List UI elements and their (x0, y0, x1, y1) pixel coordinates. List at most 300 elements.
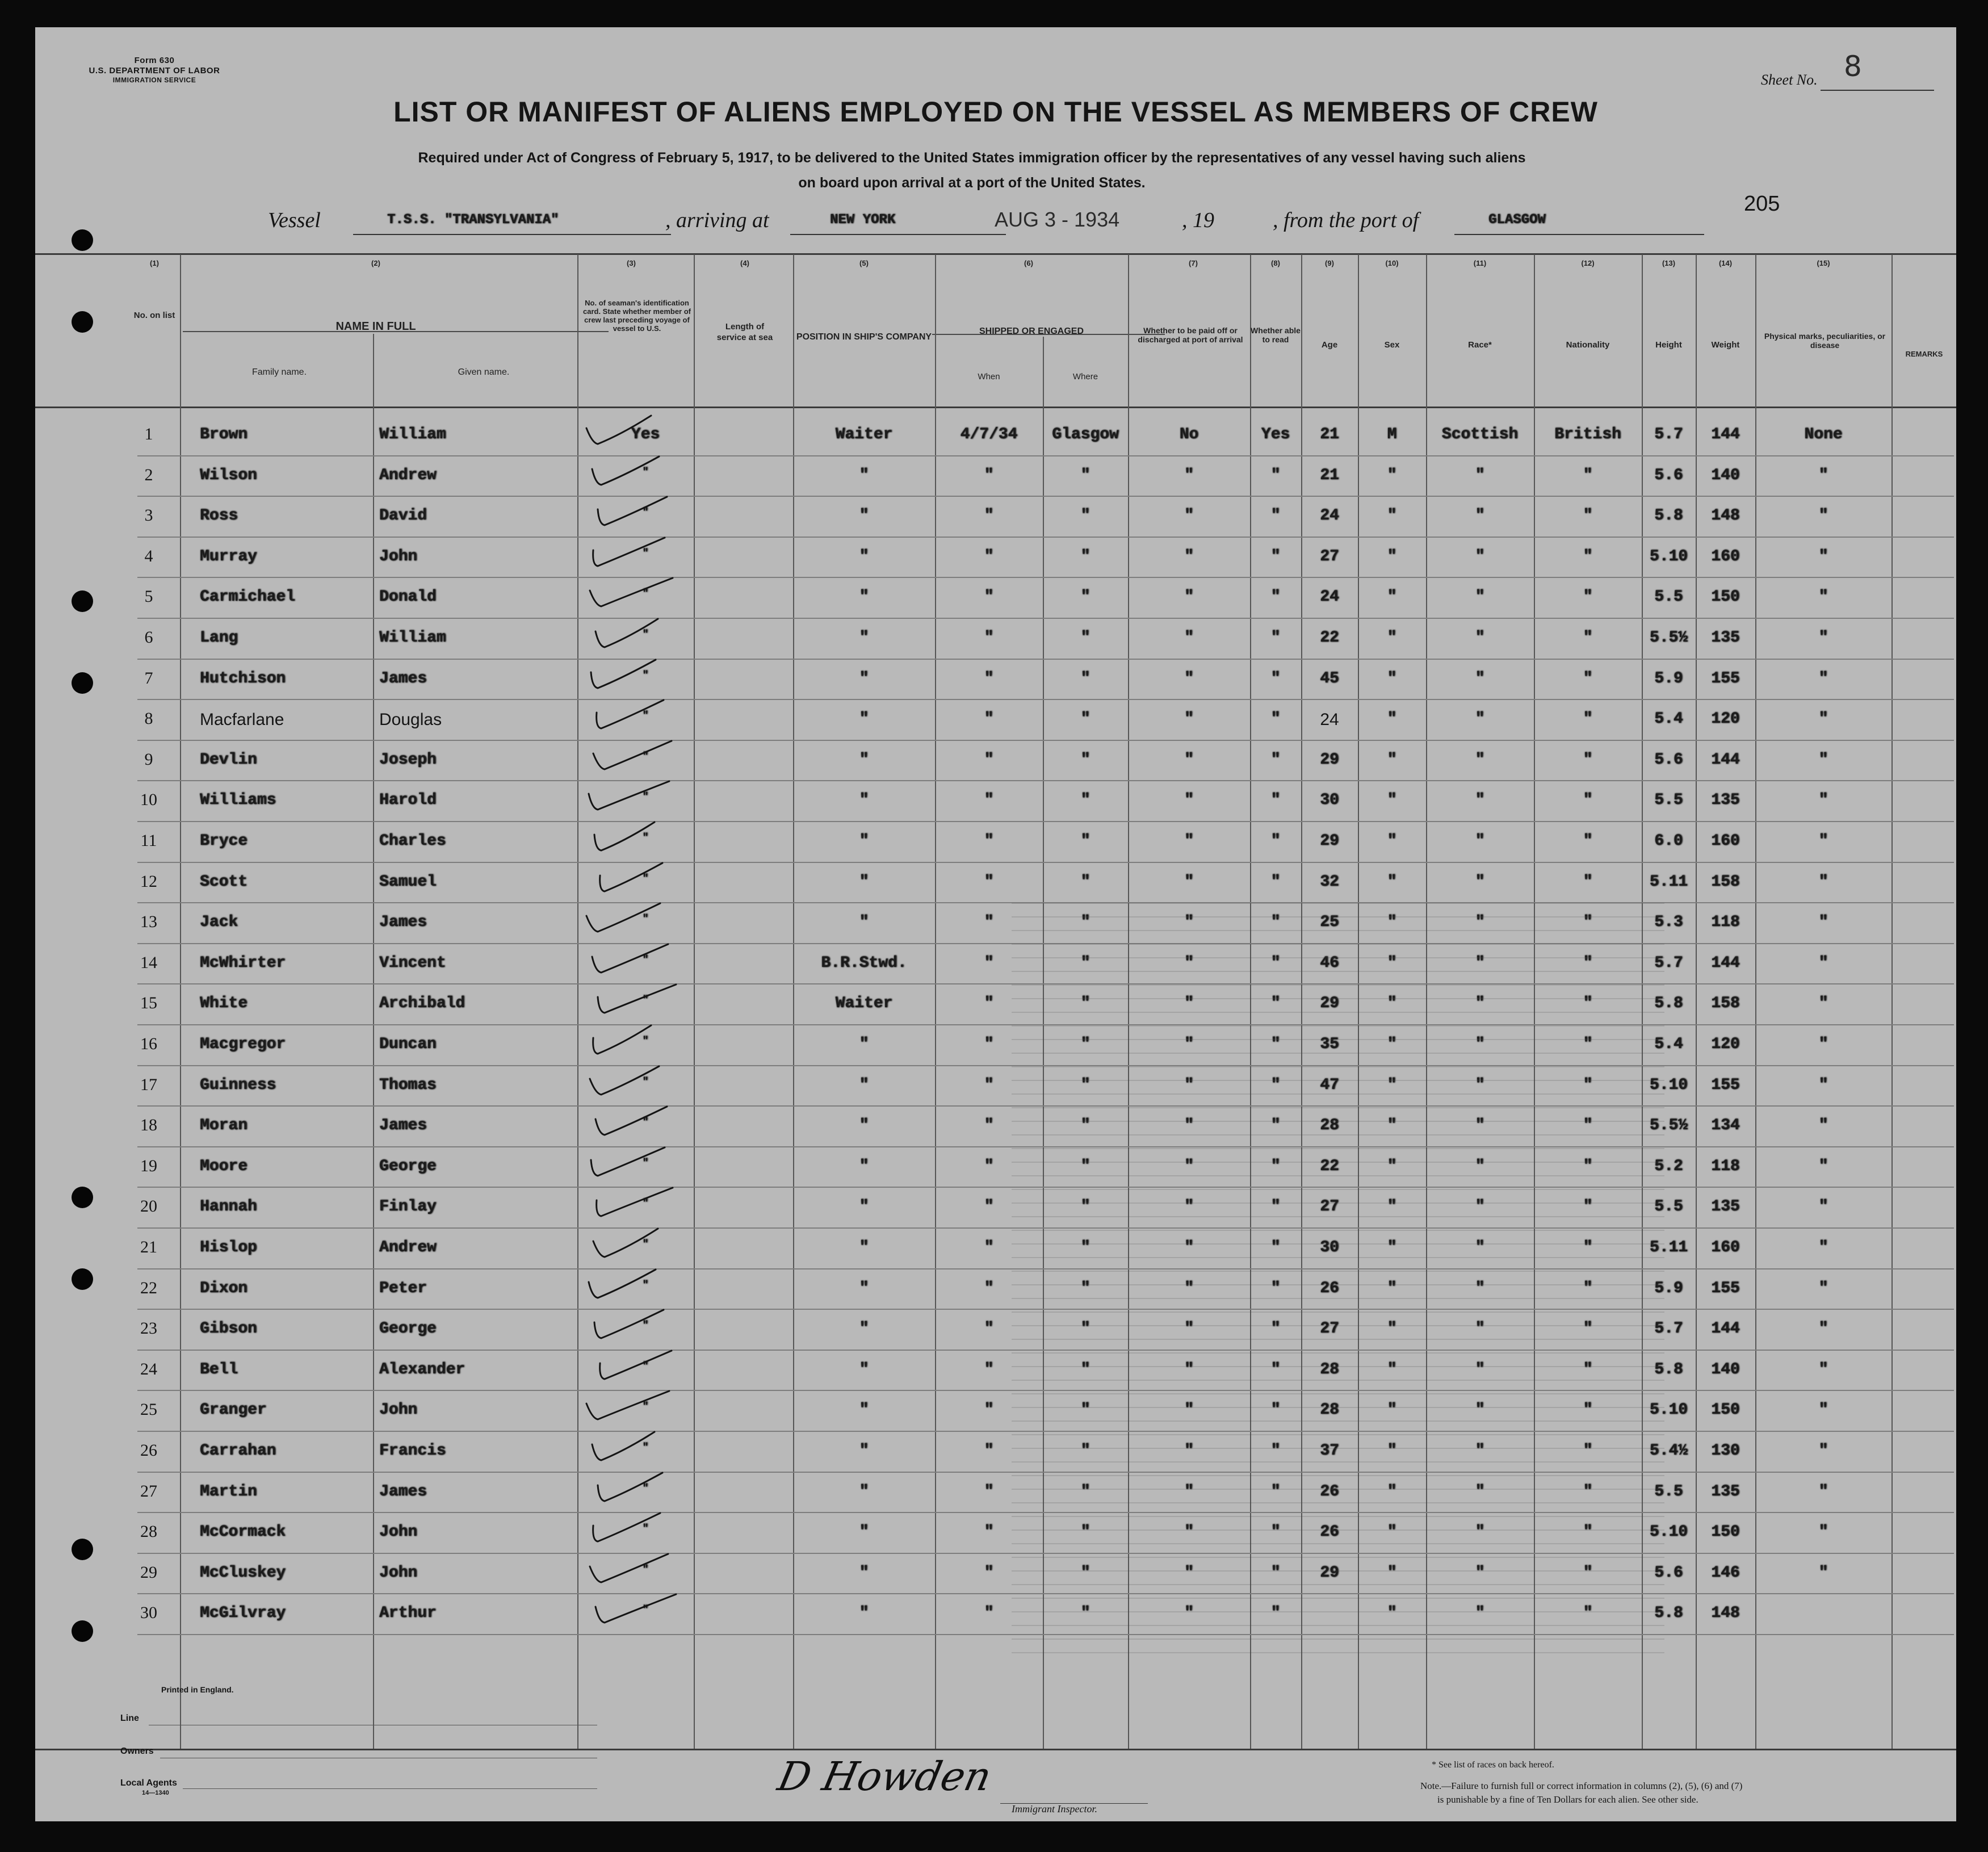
family-name: Moran (200, 1117, 248, 1135)
immigrant-inspector-label: Immigrant Inspector. (1012, 1803, 1097, 1815)
age: 29 (1320, 995, 1339, 1013)
physical-marks: " (1818, 1360, 1828, 1378)
check-mark-icon (586, 695, 689, 735)
race: " (1475, 791, 1485, 810)
row-number: 15 (140, 994, 157, 1013)
height: 5.8 (1654, 1360, 1683, 1378)
height: 5.3 (1654, 914, 1683, 932)
position: " (859, 507, 869, 525)
given-name: Donald (379, 588, 437, 606)
punch-hole (72, 311, 93, 333)
able-to-read: " (1270, 995, 1281, 1013)
race: Scottish (1441, 426, 1519, 443)
check-mark-icon (586, 1427, 689, 1467)
able-to-read: " (1270, 1482, 1281, 1501)
col-line (793, 254, 794, 1749)
able-to-read: " (1270, 466, 1281, 484)
race: " (1475, 1401, 1485, 1419)
family-name: Dixon (200, 1279, 248, 1297)
position: " (859, 1401, 869, 1419)
from-port: GLASGOW (1488, 212, 1546, 228)
position: " (859, 629, 869, 647)
row-divider (137, 862, 1954, 863)
engaged-when: " (984, 1604, 994, 1623)
row-number: 21 (140, 1238, 157, 1256)
race: " (1475, 466, 1485, 484)
nationality: " (1583, 1604, 1593, 1623)
date-stamp: AUG 3 - 1934 (995, 208, 1120, 231)
row-number: 14 (140, 953, 157, 972)
engaged-when: " (984, 507, 994, 525)
nationality: " (1583, 1482, 1593, 1501)
able-to-read: " (1270, 588, 1281, 606)
table-top-border (35, 253, 1956, 255)
paid-off: " (1184, 629, 1194, 647)
vessel-underline (353, 234, 671, 235)
arriving-underline (790, 234, 1006, 235)
able-to-read: " (1270, 669, 1281, 688)
paid-off: " (1184, 1564, 1194, 1582)
row-number: 24 (140, 1359, 157, 1378)
height: 5.8 (1654, 507, 1683, 525)
given-name-subhead: Given name. (458, 367, 510, 377)
weight: 144 (1711, 426, 1740, 443)
card-status: " (642, 1401, 649, 1413)
given-name: John (379, 1401, 418, 1419)
family-name: Wilson (200, 466, 257, 484)
check-mark-icon (590, 492, 692, 532)
weight: 120 (1711, 710, 1740, 728)
card-status: " (642, 466, 649, 478)
sex: " (1387, 1442, 1397, 1460)
col-num: (1) (150, 259, 159, 267)
age: 30 (1320, 791, 1339, 810)
position: " (859, 1564, 869, 1582)
family-name: Guinness (200, 1076, 276, 1094)
check-mark-icon (590, 614, 692, 654)
age: 29 (1320, 751, 1339, 769)
sex: " (1387, 954, 1397, 972)
given-name: James (379, 669, 427, 688)
col-num: (15) (1817, 259, 1830, 267)
row-number: 29 (140, 1562, 157, 1582)
engaged-where: " (1080, 466, 1091, 484)
position: " (859, 873, 869, 891)
engaged-when: " (984, 1279, 994, 1297)
sex: " (1387, 547, 1397, 565)
paid-off: " (1184, 1239, 1194, 1256)
height: 5.6 (1654, 466, 1683, 484)
paid-off: " (1184, 466, 1194, 484)
page-stamp: 205 (1744, 192, 1780, 216)
check-mark-icon (583, 655, 685, 695)
family-name: Carrahan (200, 1442, 276, 1460)
position: " (859, 1482, 869, 1501)
row-number: 16 (140, 1034, 157, 1053)
age: 21 (1320, 466, 1339, 484)
col-num: (8) (1271, 259, 1280, 267)
physical-marks: " (1818, 1239, 1828, 1256)
age: 27 (1320, 1320, 1339, 1338)
family-name: Devlin (200, 751, 257, 769)
paid-off: No (1179, 426, 1199, 443)
age: 35 (1320, 1036, 1339, 1053)
able-to-read: " (1270, 1198, 1281, 1216)
physical-marks: " (1818, 669, 1828, 688)
nationality: " (1583, 1279, 1593, 1297)
check-mark-icon (586, 818, 689, 857)
sheet-number: 8 (1844, 50, 1862, 83)
card-status: " (642, 1036, 649, 1047)
paid-off: " (1184, 1523, 1194, 1541)
given-name: David (379, 507, 427, 525)
engaged-when: " (984, 466, 994, 484)
able-to-read: " (1270, 1320, 1281, 1338)
check-mark-icon (583, 777, 685, 816)
able-to-read: " (1270, 1117, 1281, 1135)
line-label: Line (120, 1713, 139, 1723)
engaged-when: " (984, 629, 994, 647)
height: 5.5½ (1649, 629, 1688, 647)
position: " (859, 791, 869, 810)
col-num: (4) (740, 259, 749, 267)
col-header: No. on list (133, 311, 175, 320)
physical-marks: " (1818, 588, 1828, 606)
paid-off: " (1184, 1401, 1194, 1419)
weight: 135 (1711, 1198, 1740, 1216)
table-bottom-border (35, 1749, 1956, 1750)
row-number: 1 (144, 425, 153, 443)
able-to-read: " (1270, 1564, 1281, 1582)
engaged-when: " (984, 954, 994, 972)
local-agents-label: Local Agents (120, 1778, 177, 1788)
engaged-where: " (1080, 710, 1091, 728)
engaged-when: " (984, 1036, 994, 1053)
sex: " (1387, 751, 1397, 769)
sheet-label: Sheet No. (1761, 72, 1818, 88)
able-to-read: " (1270, 954, 1281, 972)
punch-hole (72, 1539, 93, 1560)
sex: " (1387, 1279, 1397, 1297)
from-port-underline (1454, 234, 1704, 235)
able-to-read: " (1270, 873, 1281, 891)
punch-hole (72, 590, 93, 612)
able-to-read: " (1270, 507, 1281, 525)
weight: 148 (1711, 1604, 1740, 1623)
height: 5.7 (1654, 954, 1683, 972)
check-mark-icon (583, 533, 685, 573)
physical-marks: " (1818, 995, 1828, 1013)
physical-marks: " (1818, 1076, 1828, 1094)
check-mark-icon (583, 1143, 685, 1183)
card-status: " (642, 832, 649, 844)
height: 5.10 (1649, 1523, 1688, 1541)
row-number: 12 (140, 871, 157, 891)
family-name-subhead: Family name. (251, 367, 307, 377)
sex: " (1387, 1157, 1397, 1175)
weight: 150 (1711, 1401, 1740, 1419)
nationality: " (1583, 1198, 1593, 1216)
card-status: " (642, 1360, 649, 1372)
age: 37 (1320, 1442, 1339, 1460)
punch-hole (72, 229, 93, 251)
card-status: " (642, 1442, 649, 1453)
race: " (1475, 1360, 1485, 1378)
nationality: " (1583, 1117, 1593, 1135)
race: " (1475, 547, 1485, 565)
nationality: " (1583, 669, 1593, 688)
card-status: " (642, 507, 649, 519)
able-to-read: " (1270, 629, 1281, 647)
able-to-read: " (1270, 914, 1281, 932)
height: 5.9 (1654, 669, 1683, 688)
row-number: 8 (144, 709, 153, 728)
arriving-port: NEW YORK (830, 212, 896, 228)
given-name: Duncan (379, 1036, 437, 1053)
age: 45 (1320, 669, 1339, 688)
physical-marks: " (1818, 914, 1828, 932)
able-to-read: " (1270, 1523, 1281, 1541)
family-name: Lang (200, 629, 238, 647)
weight: 144 (1711, 954, 1740, 972)
col-header: Sex (1384, 340, 1400, 350)
nationality: " (1583, 914, 1593, 932)
row-number: 17 (140, 1075, 157, 1094)
subtitle-line-2: on board upon arrival at a port of the United States. (798, 175, 1146, 191)
age: 30 (1320, 1239, 1339, 1256)
check-mark-icon (586, 452, 689, 492)
nationality: " (1583, 832, 1593, 850)
engaged-where: " (1080, 1157, 1091, 1175)
position: " (859, 1604, 869, 1623)
weight: 144 (1711, 751, 1740, 769)
given-name: Charles (379, 832, 446, 850)
row-number: 3 (144, 506, 153, 525)
paid-off: " (1184, 547, 1194, 565)
row-number: 10 (140, 790, 157, 810)
check-mark-icon (590, 1590, 692, 1629)
engaged-when: " (984, 1320, 994, 1338)
engaged-where: " (1080, 1279, 1091, 1297)
given-name: Alexander (379, 1360, 465, 1378)
check-mark-icon (583, 1386, 685, 1426)
col-num: (3) (627, 259, 636, 267)
check-mark-icon (590, 736, 692, 776)
card-status: " (642, 1198, 649, 1210)
age: 28 (1320, 1401, 1339, 1419)
col-line (1891, 254, 1893, 1749)
card-status: " (642, 1117, 649, 1129)
printed-in-england: Printed in England. (161, 1685, 234, 1694)
age: 27 (1320, 547, 1339, 565)
weight: 118 (1711, 1157, 1740, 1175)
engaged-where: " (1080, 547, 1091, 565)
sex: " (1387, 629, 1397, 647)
card-status: " (642, 547, 649, 559)
height: 5.5 (1654, 588, 1683, 606)
card-status: " (642, 1604, 649, 1616)
family-name: Ross (200, 507, 238, 525)
race: " (1475, 1320, 1485, 1338)
able-to-read: " (1270, 1360, 1281, 1378)
given-name: Vincent (379, 954, 446, 972)
row-number: 13 (140, 912, 157, 932)
sex: " (1387, 1239, 1397, 1256)
able-to-read: " (1270, 1076, 1281, 1094)
row-number: 4 (144, 546, 153, 565)
inspector-signature: D Howden (774, 1753, 996, 1800)
engaged-where: " (1080, 1564, 1091, 1582)
sex: " (1387, 710, 1397, 728)
col-num: (6) (1024, 259, 1033, 267)
nationality: " (1583, 1564, 1593, 1582)
age: 26 (1320, 1279, 1339, 1297)
service-line: IMMIGRATION SERVICE (112, 76, 196, 84)
weight: 155 (1711, 669, 1740, 688)
physical-marks: " (1818, 791, 1828, 810)
col-header: Age (1321, 340, 1338, 350)
physical-marks: None (1804, 426, 1843, 443)
physical-marks: " (1818, 1564, 1828, 1582)
sex: " (1387, 669, 1397, 688)
sex: " (1387, 873, 1397, 891)
weight: 158 (1711, 873, 1740, 891)
weight: 146 (1711, 1564, 1740, 1582)
family-name: McCormack (200, 1523, 286, 1541)
department-line: U.S. DEPARTMENT OF LABOR (89, 66, 220, 76)
nationality: " (1583, 1320, 1593, 1338)
row-number: 2 (144, 465, 153, 484)
able-to-read: " (1270, 1239, 1281, 1256)
engaged-when: " (984, 995, 994, 1013)
family-name: Hislop (200, 1239, 257, 1256)
paid-off: " (1184, 1442, 1194, 1460)
position: " (859, 1360, 869, 1378)
engaged-when: " (984, 914, 994, 932)
owners-label: Owners (120, 1746, 154, 1756)
check-mark-icon (590, 1102, 692, 1142)
engaged-where: " (1080, 1036, 1091, 1053)
row-divider (137, 699, 1954, 700)
engaged-where: " (1080, 832, 1091, 850)
age: 24 (1320, 710, 1339, 730)
height: 5.10 (1649, 547, 1688, 565)
engaged-when: " (984, 1564, 994, 1582)
physical-marks: " (1818, 751, 1828, 769)
physical-marks: " (1818, 1036, 1828, 1053)
given-name: George (379, 1320, 437, 1338)
family-name: Hutchison (200, 669, 286, 688)
family-name: Bell (200, 1360, 238, 1378)
paid-off: " (1184, 588, 1194, 606)
race: " (1475, 710, 1485, 728)
weight: 120 (1711, 1036, 1740, 1053)
position: " (859, 832, 869, 850)
height: 5.8 (1654, 995, 1683, 1013)
race: " (1475, 669, 1485, 688)
weight: 155 (1711, 1076, 1740, 1094)
given-name: James (379, 1482, 427, 1501)
engaged-when: " (984, 669, 994, 688)
age: 27 (1320, 1198, 1339, 1216)
paid-off: " (1184, 1482, 1194, 1501)
weight: 130 (1711, 1442, 1740, 1460)
age: 29 (1320, 832, 1339, 850)
engaged-when: " (984, 1523, 994, 1541)
nationality: " (1583, 466, 1593, 484)
physical-marks: " (1818, 832, 1828, 850)
position: " (859, 669, 869, 688)
able-to-read: " (1270, 547, 1281, 565)
engaged-where: " (1080, 1117, 1091, 1135)
row-number: 6 (144, 628, 153, 647)
race: " (1475, 914, 1485, 932)
weight: 140 (1711, 466, 1740, 484)
race: " (1475, 1076, 1485, 1094)
card-status: " (642, 914, 649, 925)
family-name: Williams (200, 791, 276, 810)
col-line (694, 254, 695, 1749)
engaged-where: " (1080, 588, 1091, 606)
race: " (1475, 1564, 1485, 1582)
paid-off: " (1184, 995, 1194, 1013)
card-status: " (642, 629, 649, 640)
punch-hole (72, 1268, 93, 1290)
col-header: POSITION IN SHIP'S COMPANY (796, 332, 932, 342)
given-name: Arthur (379, 1604, 437, 1623)
height: 5.5½ (1649, 1117, 1688, 1135)
note-line-2: is punishable by a fine of Ten Dollars for each alien. See other side. (1437, 1794, 1698, 1805)
nationality: " (1583, 547, 1593, 565)
col-num: (5) (859, 259, 869, 267)
nationality: " (1583, 588, 1593, 606)
able-to-read: " (1270, 751, 1281, 769)
race: " (1475, 832, 1485, 850)
engaged-when: 4/7/34 (960, 426, 1018, 443)
race: " (1475, 507, 1485, 525)
paid-off: " (1184, 832, 1194, 850)
bleed-through-text (1012, 890, 1664, 1657)
engaged-when: " (984, 710, 994, 728)
row-divider (137, 577, 1954, 578)
physical-marks: " (1818, 1401, 1828, 1419)
sex: " (1387, 1320, 1397, 1338)
row-number: 26 (140, 1441, 157, 1460)
row-number: 18 (140, 1116, 157, 1135)
sex: " (1387, 507, 1397, 525)
physical-marks: " (1818, 507, 1828, 525)
when-subhead: When (978, 372, 1000, 382)
race: " (1475, 1239, 1485, 1256)
position: " (859, 1442, 869, 1460)
row-number: 23 (140, 1319, 157, 1338)
engaged-where: " (1080, 507, 1091, 525)
sheet-no-underline (1821, 90, 1934, 91)
sex: " (1387, 1401, 1397, 1419)
card-status: " (642, 873, 649, 885)
row-divider (137, 618, 1954, 619)
subtitle-line-1: Required under Act of Congress of February 5, 1917, to be delivered to the United States immigration officer by the representatives of any vessel having such aliens (418, 150, 1526, 166)
engaged-when: " (984, 832, 994, 850)
given-name: Harold (379, 791, 437, 810)
manifest-sheet (35, 27, 1956, 1821)
row-number: 30 (140, 1603, 157, 1623)
able-to-read: " (1270, 1157, 1281, 1175)
nationality: " (1583, 1523, 1593, 1541)
family-name: Gibson (200, 1320, 257, 1338)
height: 5.5 (1654, 791, 1683, 810)
family-name: Moore (200, 1157, 248, 1175)
